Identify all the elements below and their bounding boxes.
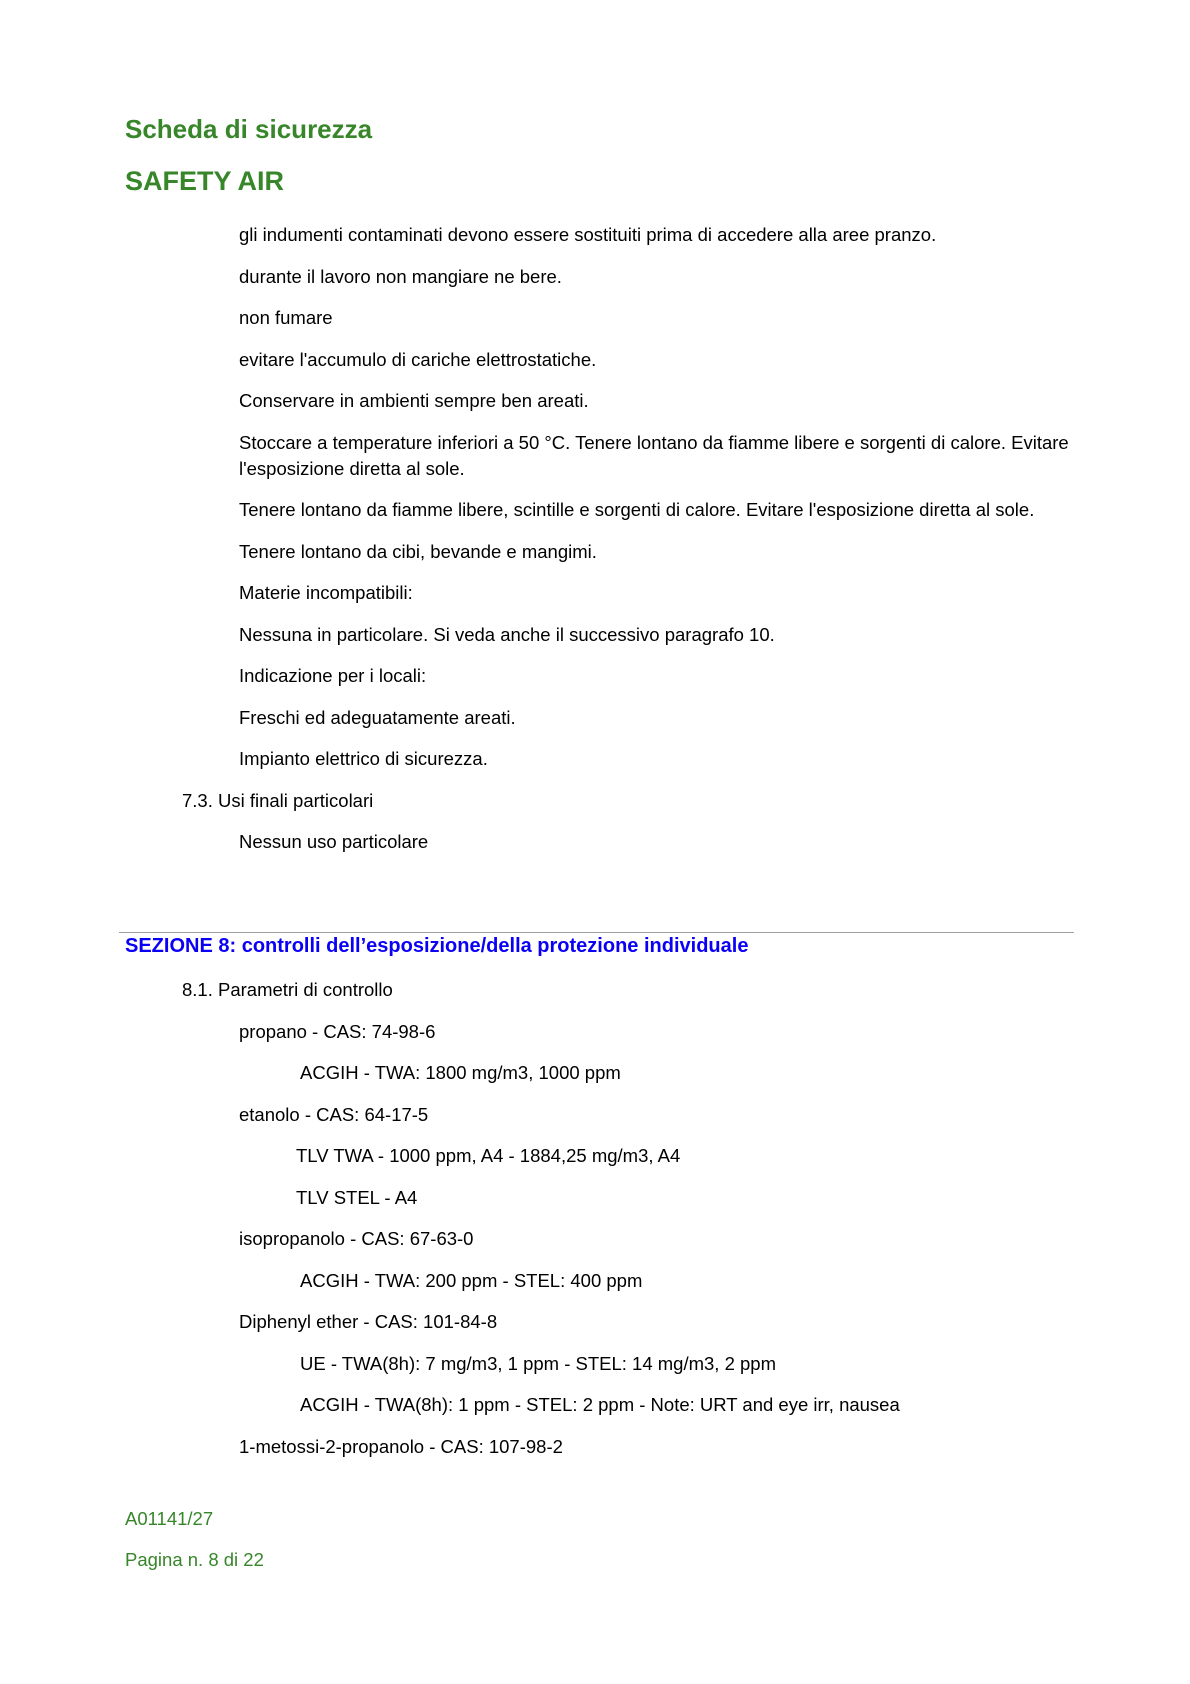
document-code: A01141/27	[125, 1508, 214, 1529]
substance-name: 1-metossi-2-propanolo - CAS: 107-98-2	[239, 1435, 563, 1457]
exposure-limit: ACGIH - TWA(8h): 1 ppm - STEL: 2 ppm - Note: URT and eye irr, nausea	[300, 1394, 900, 1415]
paragraph: Tenere lontano da fiamme libere, scintille e sorgenti di calore. Evitare l'esposizione diretta al sole.	[239, 499, 1035, 520]
section-8-content	[0, 977, 1190, 1475]
exposure-limit: ACGIH - TWA: 1800 mg/m3, 1000 ppm	[300, 1062, 621, 1083]
paragraph: Nessuna in particolare. Si veda anche il successivo paragrafo 10.	[239, 623, 775, 645]
document-title: Scheda di sicurezza	[125, 114, 373, 144]
section-divider	[119, 932, 1074, 933]
exposure-limit: ACGIH - TWA: 200 ppm - STEL: 400 ppm	[300, 1269, 643, 1291]
subsection-heading-7-3: 7.3. Usi finali particolari	[182, 789, 374, 811]
paragraph: Conservare in ambienti sempre ben areati.	[239, 390, 589, 411]
product-name: SAFETY AIR	[125, 166, 285, 196]
section-8-heading: SEZIONE 8: controlli dell’esposizione/della protezione individuale	[125, 935, 749, 957]
page-number: Pagina n. 8 di 22	[125, 1549, 264, 1570]
paragraph: evitare l'accumulo di cariche elettrostatiche.	[239, 348, 597, 370]
paragraph: Stoccare a temperature inferiori a 50 °C. Tenere lontano da fiamme libere e sorgenti di calore. Evitare l'esposizione diretta al sole.	[239, 431, 1069, 479]
exposure-limit: TLV STEL - A4	[296, 1186, 418, 1208]
paragraph: gli indumenti contaminati devono essere sostituiti prima di accedere alla aree pranzo.	[239, 224, 937, 245]
substance-name: Diphenyl ether - CAS: 101-84-8	[239, 1311, 498, 1332]
exposure-limit: UE - TWA(8h): 7 mg/m3, 1 ppm - STEL: 14 mg/m3, 2 ppm	[300, 1352, 777, 1374]
section-7-content	[0, 222, 1190, 871]
paragraph: Freschi ed adeguatamente areati.	[239, 706, 516, 728]
paragraph: Impianto elettrico di sicurezza.	[239, 748, 488, 769]
paragraph: Tenere lontano da cibi, bevande e mangimi.	[239, 540, 597, 562]
paragraph: Nessun uso particolare	[239, 831, 429, 852]
substance-name: etanolo - CAS: 64-17-5	[239, 1103, 429, 1125]
exposure-limit: TLV TWA - 1000 ppm, A4 - 1884,25 mg/m3, A4	[296, 1145, 681, 1166]
paragraph: Indicazione per i locali:	[239, 665, 427, 686]
substance-name: isopropanolo - CAS: 67-63-0	[239, 1228, 474, 1249]
paragraph: Materie incompatibili:	[239, 582, 413, 603]
paragraph: durante il lavoro non mangiare ne bere.	[239, 265, 562, 287]
paragraph: non fumare	[239, 307, 333, 328]
substance-name: propano - CAS: 74-98-6	[239, 1020, 436, 1042]
subsection-heading-8-1: 8.1. Parametri di controllo	[182, 979, 393, 1000]
